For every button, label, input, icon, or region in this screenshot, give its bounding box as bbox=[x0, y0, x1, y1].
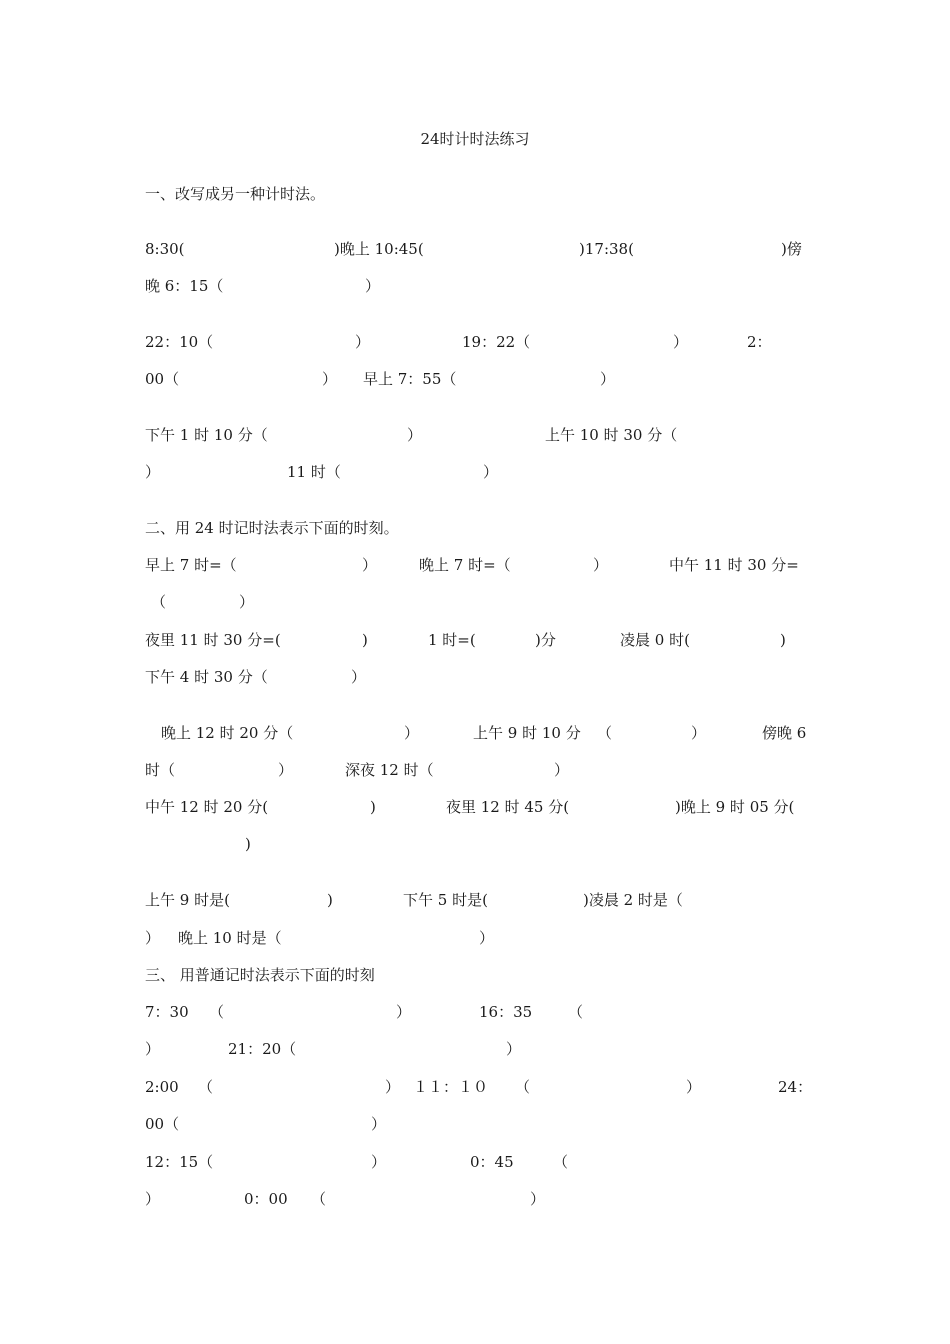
section1-line-6: ） 11 时（ ） bbox=[145, 463, 499, 481]
section1-line-1: 8:30( )晚上 10:45( )17:38( )傍 bbox=[145, 240, 802, 258]
section2-line-2: （ ） bbox=[151, 593, 255, 611]
section3-line-1: 7：30 （ ） 16：35 （ bbox=[145, 1003, 584, 1021]
section2-line-5: 晚上 12 时 20 分（ ） 上午 9 时 10 分 （ ） 傍晚 6 bbox=[161, 724, 807, 742]
section3-heading: 三、 用普通记时法表示下面的时刻 bbox=[145, 966, 375, 984]
section2-line-6: 时（ ） 深夜 12 时（ ） bbox=[145, 761, 570, 779]
section2-line-10: ） 晚上 10 时是（ ） bbox=[145, 929, 495, 947]
section2-line-4: 下午 4 时 30 分（ ） bbox=[145, 668, 367, 686]
section3-line-5: 12：15（ ） 0：45 （ bbox=[145, 1153, 569, 1171]
section1-heading: 一、改写成另一种计时法。 bbox=[145, 185, 326, 203]
section2-line-7: 中午 12 时 20 分( ) 夜里 12 时 45 分( )晚上 9 时 05 分( bbox=[145, 798, 795, 816]
section2-heading: 二、用 24 时记时法表示下面的时刻。 bbox=[145, 519, 399, 537]
section1-line-4: 00（ ） 早上 7：55（ ） bbox=[145, 370, 616, 388]
section3-line-6: ） 0：00 （ ） bbox=[145, 1190, 546, 1208]
section2-line-3: 夜里 11 时 30 分=( ) 1 时=( )分 凌晨 0 时( ) bbox=[145, 631, 786, 649]
section1-line-5: 下午 1 时 10 分（ ） 上午 10 时 30 分（ bbox=[145, 426, 678, 444]
section1-line-3: 22：10（ ） 19：22（ ） 2： bbox=[145, 333, 772, 351]
section3-line-2: ） 21：20（ ） bbox=[145, 1040, 522, 1058]
section2-line-9: 上午 9 时是( ) 下午 5 时是( )凌晨 2 时是（ bbox=[145, 891, 683, 909]
section3-line-4: 00（ ） bbox=[145, 1115, 387, 1133]
section2-line-1: 早上 7 时=（ ） 晚上 7 时=（ ） 中午 11 时 30 分= bbox=[145, 556, 799, 574]
section1-line-2: 晚 6：15（ ） bbox=[145, 277, 381, 295]
section2-line-8: ) bbox=[245, 835, 251, 853]
section3-line-3: 2:00 （ ） １１：１０ （ ） 24： bbox=[145, 1078, 813, 1096]
page-title: 24时计时法练习 bbox=[420, 130, 530, 148]
